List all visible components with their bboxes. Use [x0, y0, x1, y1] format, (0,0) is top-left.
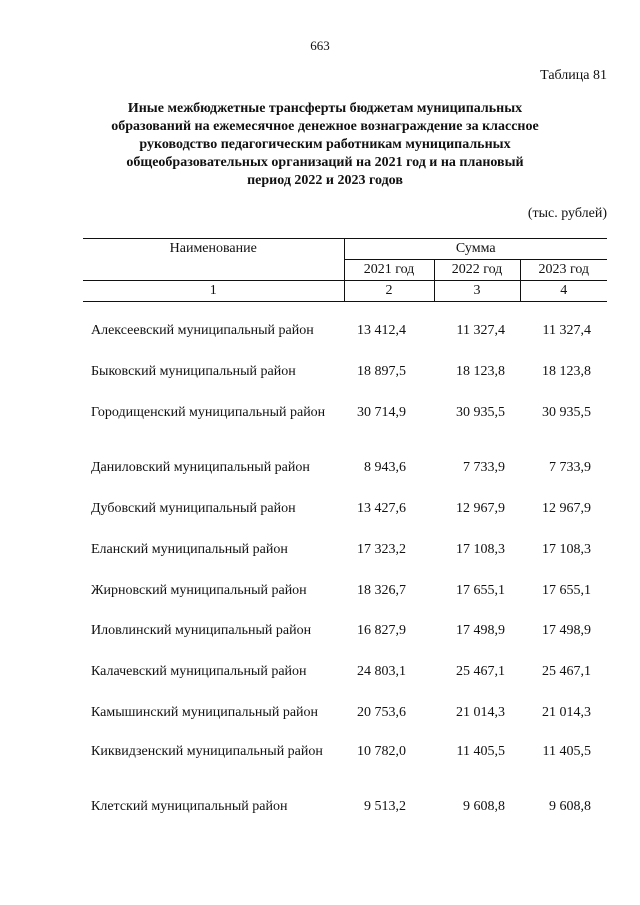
value-2023: 30 935,5 — [542, 405, 591, 420]
header-year-2023: 2023 год — [520, 260, 607, 281]
district-name: Калачевский муниципальный район — [91, 664, 307, 679]
col-number-2: 2 — [344, 281, 434, 302]
value-2022: 17 498,9 — [456, 623, 505, 638]
title-line: период 2022 и 2023 годов — [247, 173, 403, 188]
table-label: Таблица 81 — [540, 68, 607, 83]
page-number: 663 — [310, 38, 330, 53]
units-label: (тыс. рублей) — [527, 206, 607, 221]
col-number-3: 3 — [434, 281, 520, 302]
header-year-2022: 2022 год — [434, 260, 520, 281]
district-name: Иловлинский муниципальный район — [91, 623, 312, 638]
district-name: Клетский муниципальный район — [91, 799, 288, 814]
district-name: Быковский муниципальный район — [91, 364, 296, 379]
value-2023: 18 123,8 — [542, 364, 591, 379]
value-2023: 17 108,3 — [542, 542, 591, 557]
title-line: Иные межбюджетные трансферты бюджетам муниципальных — [127, 101, 523, 116]
title-line: образований на ежемесячное денежное вознаграждение за классное — [111, 119, 539, 134]
value-2021: 9 513,2 — [364, 799, 406, 814]
value-2023: 7 733,9 — [549, 460, 591, 475]
value-2022: 30 935,5 — [456, 405, 505, 420]
district-name: Городищенский муниципальный район — [91, 405, 326, 420]
col-number-1: 1 — [83, 281, 344, 302]
value-2022: 17 108,3 — [456, 542, 505, 557]
district-name: Камышинский муниципальный район — [91, 705, 319, 720]
value-2021: 17 323,2 — [357, 542, 406, 557]
title-line: общеобразовательных организаций на 2021 год и на плановый — [126, 155, 524, 170]
value-2022: 25 467,1 — [456, 664, 505, 679]
col-number-4: 4 — [520, 281, 607, 302]
header-sum: Сумма — [344, 239, 607, 260]
value-2022: 21 014,3 — [456, 705, 505, 720]
district-name: Алексеевский муниципальный район — [91, 323, 314, 338]
district-name: Жирновский муниципальный район — [91, 583, 307, 598]
value-2023: 11 405,5 — [542, 744, 591, 759]
value-2021: 13 427,6 — [357, 501, 406, 516]
value-2023: 9 608,8 — [549, 799, 591, 814]
value-2023: 17 498,9 — [542, 623, 591, 638]
value-2023: 21 014,3 — [542, 705, 591, 720]
title-line: руководство педагогическим работникам муниципальных — [139, 137, 511, 152]
value-2023: 12 967,9 — [542, 501, 591, 516]
value-2021: 8 943,6 — [364, 460, 406, 475]
value-2021: 10 782,0 — [357, 744, 406, 759]
value-2022: 9 608,8 — [463, 799, 505, 814]
value-2023: 25 467,1 — [542, 664, 591, 679]
value-2021: 13 412,4 — [357, 323, 406, 338]
value-2022: 7 733,9 — [463, 460, 505, 475]
value-2021: 24 803,1 — [357, 664, 406, 679]
value-2021: 20 753,6 — [357, 705, 406, 720]
district-name: Дубовский муниципальный район — [91, 501, 296, 516]
value-2021: 16 827,9 — [357, 623, 406, 638]
header-name: Наименование — [83, 239, 344, 281]
value-2022: 11 327,4 — [456, 323, 505, 338]
district-name: Даниловский муниципальный район — [91, 460, 310, 475]
value-2022: 17 655,1 — [456, 583, 505, 598]
district-name: Киквидзенский муниципальный район — [91, 744, 323, 759]
value-2022: 11 405,5 — [456, 744, 505, 759]
district-name: Еланский муниципальный район — [91, 542, 288, 557]
value-2021: 18 326,7 — [357, 583, 406, 598]
value-2021: 18 897,5 — [357, 364, 406, 379]
value-2023: 17 655,1 — [542, 583, 591, 598]
value-2022: 12 967,9 — [456, 501, 505, 516]
value-2022: 18 123,8 — [456, 364, 505, 379]
value-2023: 11 327,4 — [542, 323, 591, 338]
value-2021: 30 714,9 — [357, 405, 406, 420]
header-year-2021: 2021 год — [344, 260, 434, 281]
